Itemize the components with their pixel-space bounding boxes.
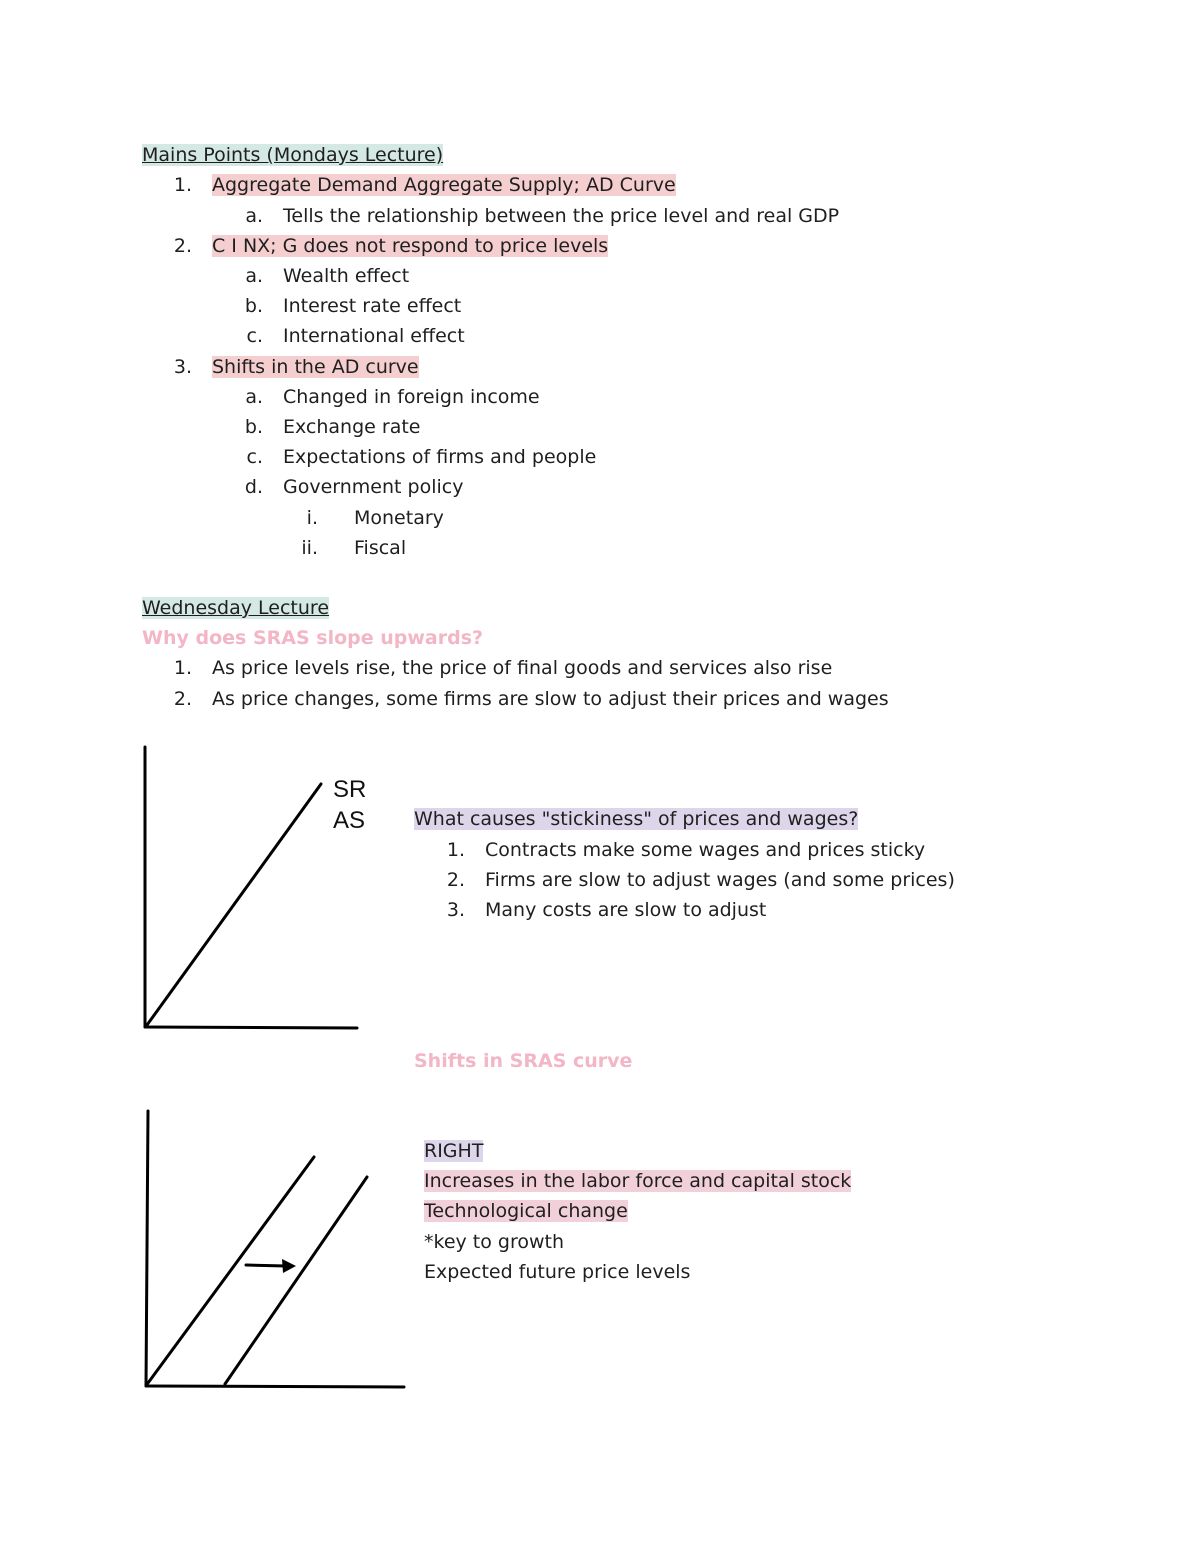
list-marker: 2. bbox=[173, 235, 192, 257]
shift-factor: Increases in the labor force and capital stock bbox=[424, 1170, 852, 1192]
list-item: Many costs are slow to adjust bbox=[485, 899, 767, 921]
list-item: Interest rate effect bbox=[283, 295, 462, 317]
monday-heading: Mains Points (Mondays Lecture) bbox=[142, 144, 444, 166]
list-marker: a. bbox=[245, 386, 263, 408]
list-marker: a. bbox=[245, 205, 263, 227]
list-marker: a. bbox=[245, 265, 263, 287]
list-item: Exchange rate bbox=[283, 416, 421, 438]
list-marker: ii. bbox=[301, 537, 318, 559]
list-item: As price levels rise, the price of final goods and services also rise bbox=[212, 657, 833, 679]
list-item: As price changes, some firms are slow to adjust their prices and wages bbox=[212, 688, 889, 710]
y-axis bbox=[146, 1111, 148, 1386]
shift-factor: Technological change bbox=[424, 1200, 628, 1222]
shift-factor: Expected future price levels bbox=[424, 1261, 691, 1283]
list-item: Shifts in the AD curve bbox=[212, 356, 419, 378]
list-item: Contracts make some wages and prices sticky bbox=[485, 839, 926, 861]
list-marker: i. bbox=[306, 507, 318, 529]
list-item: Fiscal bbox=[354, 537, 407, 559]
sras-curve-shifted bbox=[225, 1177, 367, 1384]
list-marker: c. bbox=[246, 325, 263, 347]
list-marker: b. bbox=[244, 295, 263, 317]
shift-arrow-head bbox=[282, 1259, 296, 1273]
list-item: International effect bbox=[283, 325, 465, 347]
list-item: Expectations of firms and people bbox=[283, 446, 597, 468]
sras-label-sr: SR bbox=[333, 776, 367, 803]
list-item: Aggregate Demand Aggregate Supply; AD Curve bbox=[212, 174, 676, 196]
list-item: Changed in foreign income bbox=[283, 386, 540, 408]
stickiness-heading: What causes "stickiness" of prices and wages? bbox=[414, 808, 859, 830]
list-marker: c. bbox=[246, 446, 263, 468]
list-item: Government policy bbox=[283, 476, 464, 498]
shift-note: *key to growth bbox=[424, 1231, 565, 1253]
list-marker: 1. bbox=[173, 174, 192, 196]
list-marker: d. bbox=[244, 476, 263, 498]
shift-arrow-line bbox=[246, 1265, 286, 1266]
shift-right-label: RIGHT bbox=[424, 1140, 484, 1162]
list-marker: b. bbox=[244, 416, 263, 438]
sras-curve-original bbox=[148, 1157, 314, 1383]
list-item: Monetary bbox=[354, 507, 444, 529]
list-item: C I NX; G does not respond to price levels bbox=[212, 235, 609, 257]
sras-question: Why does SRAS slope upwards? bbox=[142, 627, 484, 649]
sras-label-as: AS bbox=[333, 807, 366, 834]
list-marker: 3. bbox=[173, 356, 192, 378]
shifts-heading: Shifts in SRAS curve bbox=[414, 1050, 633, 1072]
list-marker: 2. bbox=[446, 869, 465, 891]
list-marker: 1. bbox=[173, 657, 192, 679]
list-marker: 3. bbox=[446, 899, 465, 921]
wednesday-heading: Wednesday Lecture bbox=[142, 597, 330, 619]
list-item: Wealth effect bbox=[283, 265, 410, 287]
list-marker: 2. bbox=[173, 688, 192, 710]
list-marker: 1. bbox=[446, 839, 465, 861]
list-item: Tells the relationship between the price level and real GDP bbox=[283, 205, 840, 227]
x-axis bbox=[146, 1386, 404, 1387]
list-item: Firms are slow to adjust wages (and some prices) bbox=[485, 869, 955, 891]
